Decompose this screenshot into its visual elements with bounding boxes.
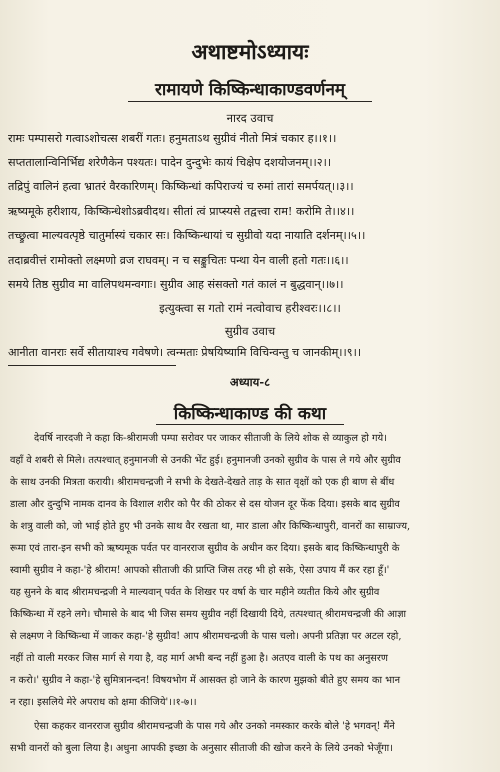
subtitle-underline <box>128 101 372 102</box>
verse-line: आनीता वानराः सर्वे सीतायाश्च गवेषणे। त्वन्मताः प्रेषयिष्यामि विचिन्वन्तु च जानकीम्।।९।। <box>8 346 362 359</box>
paragraph-line: किष्किन्धा में रहने लगे। चौमासे के बाद भी जिस समय सुग्रीव नहीं दिखायी दिये, तत्पश्चात् श्रीरामचन्द्रजी की आज्ञा <box>10 609 407 620</box>
paragraph-line: यह सुनने के बाद श्रीरामचन्द्रजी ने माल्यवान् पर्वत के शिखर पर वर्षा के चार महीने व्यतीत किये और सुग्रीव <box>10 587 380 598</box>
paragraph-line: डाला और दुन्दुभि नामक दानव के विशाल शरीर को पैर की ठोकर से दस योजन दूर फेंक दिया। इसके बाद सुग्रीव <box>10 499 400 510</box>
chapter-number-hindi: अध्याय-८ <box>229 375 271 389</box>
paragraph-line: के शत्रु वाली को, जो भाई होते हुए भी उनके साथ वैर रखता था, मार डाला और किष्किन्धापुरी, वानरों का साम्राज्य, <box>10 521 411 532</box>
paragraph-line: न करो।' सुग्रीव ने कहा-'हे सुमित्रानन्दन! विषयभोग में आसक्त हो जाने के कारण मुझको बीते हुए समय का भान <box>10 675 401 686</box>
verse-line: समये तिष्ठ सुग्रीव मा वालिपथमन्वगाः। सुग्रीव आह संसक्तो गतं कालं न बुद्धवान्।।७।। <box>8 278 344 291</box>
chapter-subtitle-sanskrit: रामायणे किष्किन्धाकाण्डवर्णनम् <box>154 80 346 100</box>
paragraph-line: सभी वानरों को बुला लिया है। अधुना आपकी इच्छा के अनुसार सीताजी की खोज करने के लिये उनको भेजूँगा। <box>10 743 393 754</box>
paragraph-line: ऐसा कहकर वानरराज सुग्रीव श्रीरामचन्द्रजी के पास गये और उनको नमस्कार करके बोले 'हे भगवन्! मैंने <box>34 721 395 732</box>
paragraph-line: वहाँ वे शबरी से मिले। तत्पश्चात् हनुमानजी से उनकी भेंट हुई। हनुमानजी उनको सुग्रीव के पास ले गये और सुग्रीव <box>10 455 401 466</box>
verse-underline <box>8 365 176 366</box>
verse-line: तद्रिपुं वालिनं हत्वा भ्रातरं वैरकारिणम्। किष्किन्धां कपिराज्यं च रुमां तारां समर्पयत्।।३।। <box>8 180 354 193</box>
paragraph-line: न रहा। इसलिये मेरे अपराध को क्षमा कीजिये'।।१-७।। <box>10 697 197 708</box>
paragraph-line: रूमा एवं तारा-इन सभी को ऋष्यमूक पर्वत पर वानरराज सुग्रीव के अधीन कर दिया। इसके बाद किष्किन्धापुरी के <box>10 543 400 554</box>
verse-line-center: इत्युक्त्वा स गतो रामं नत्वोवाच हरीश्वरः।।८।। <box>159 301 341 315</box>
paragraph-line: स्वामी सुग्रीव ने कहा-'हे श्रीराम! आपको सीताजी की प्राप्ति जिस तरह भी हो सके, ऐसा उपाय मैं कर रहा हूँ।' <box>10 565 390 576</box>
verse-line: तच्छ्रुत्वा माल्यवत्पृष्ठे चातुर्मास्यं चकार सः। किष्किन्धायां च सुग्रीवो यदा नायाति दर्शनम्।।५।। <box>8 229 366 242</box>
chapter-title-sanskrit: अथाष्टमोऽध्यायः <box>191 40 309 64</box>
section-heading-hindi: किष्किन्धाकाण्ड की कथा <box>173 404 327 424</box>
verse-line: तदाब्रवीत्तं रामोक्तो लक्ष्मणो व्रज राघवम्। न च सङ्कुचितः पन्था येन वाली हतो गतः।।६।। <box>8 254 349 267</box>
paragraph-line: नहीं तो वाली मरकर जिस मार्ग से गया है, वह मार्ग अभी बन्द नहीं हुआ है। अतएव वाली के पथ का अनुसरण <box>10 653 389 664</box>
paragraph-line: देवर्षि नारदजी ने कहा कि-श्रीरामजी पम्पा सरोवर पर जाकर सीताजी के लिये शोक से व्याकुल हो गये। <box>34 433 387 444</box>
verse-line: रामः पम्पासरो गत्वाऽशोचत्स शबरीं गतः। हनुमताऽथ सुग्रीवं नीतो मित्रं चकार ह।।१।। <box>8 132 337 145</box>
speaker-sugriva: सुग्रीव उवाच <box>224 324 276 338</box>
heading-underline <box>156 424 344 425</box>
speaker-narada: नारद उवाच <box>226 111 274 125</box>
verse-line: ऋष्यमूके हरीशाय, किष्किन्धेशोऽब्रवीदथ। सीतां त्वं प्राप्स्यसे तद्वत्त्वा राम! करोमि ते।।४।। <box>8 205 355 218</box>
paragraph-line: से लक्ष्मण ने किष्किन्धा में जाकर कहा-'हे सुग्रीव! आप श्रीरामचन्द्रजी के पास चलो। अपनी प्रतिज्ञा पर अटल रहो, <box>10 631 402 642</box>
verse-line: सप्ततालान्विनिर्भिद्य शरेणैकेन पश्यतः। पादेन दुन्दुभेः कायं चिक्षेप दशयोजनम्।।२।। <box>8 156 332 169</box>
paragraph-line: के साथ उनकी मित्रता करायी। श्रीरामचन्द्रजी ने सभी के देखते-देखते ताड़ के सात वृक्षों को एक ही बाण से बींध <box>10 477 395 488</box>
